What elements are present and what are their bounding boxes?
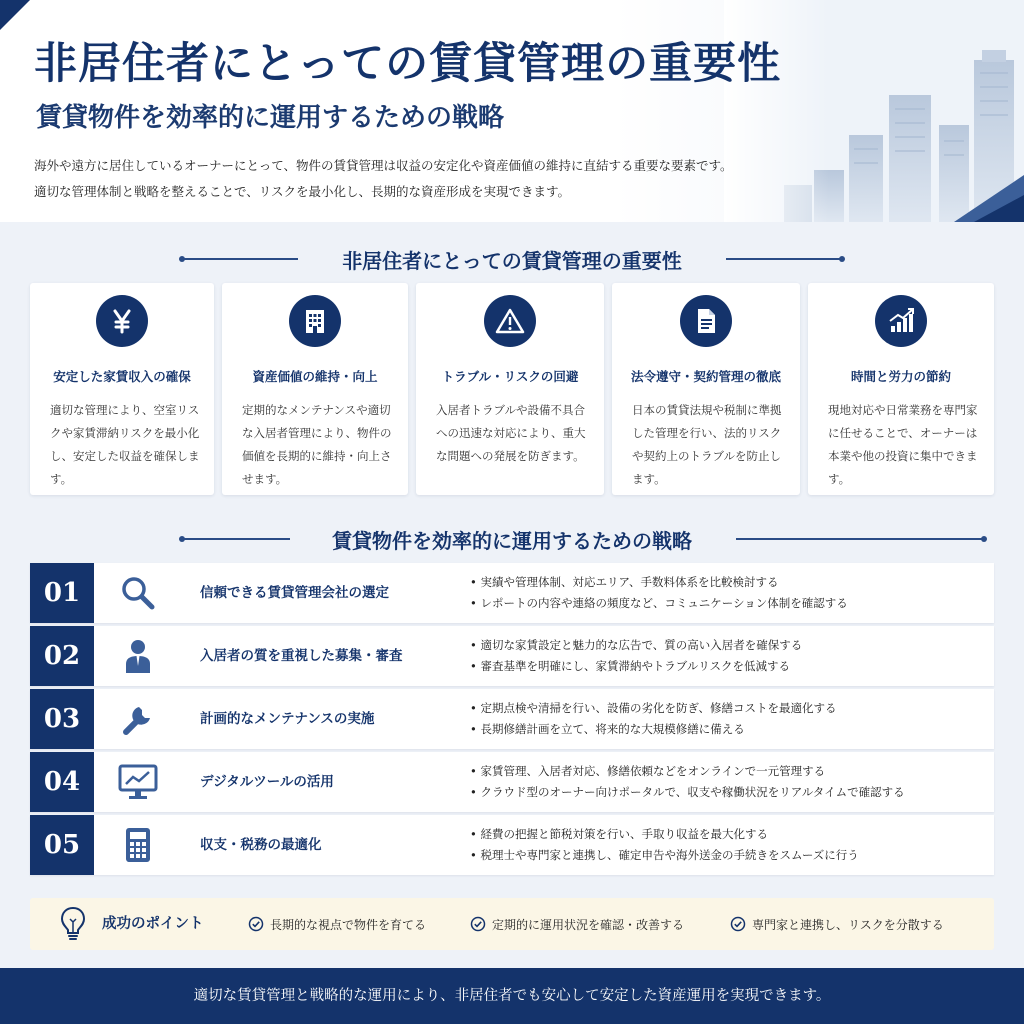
success-label: 成功のポイント: [102, 916, 204, 932]
strategy-bullets: [470, 761, 990, 803]
warning-icon: [484, 295, 536, 347]
intro-line: 適切な管理体制と戦略を整えることで、リスクを最小化し、長期的な資産形成を実現できます。: [34, 184, 571, 199]
card-text: 入居者トラブルや設備不具合への迅速な対応により、重大な問題への発展を防ぎます。: [436, 403, 586, 463]
step-number: 01: [30, 563, 94, 623]
intro-line: 海外や遠方に居住しているオーナーにとって、物件の賃貸管理は収益の安定化や資産価値の維持に直結する重要な要素です。: [34, 158, 733, 173]
strategy-title: デジタルツールの活用: [200, 774, 334, 790]
page-subtitle: 賃貸物件を効率的に運用するための戦略: [36, 103, 505, 133]
step-number: 05: [30, 815, 94, 875]
importance-card: [612, 283, 800, 495]
success-point: [730, 898, 944, 950]
success-point-text: 定期的に運用状況を確認・改善する: [492, 917, 685, 932]
check-circle-icon: [730, 916, 746, 932]
importance-card: [808, 283, 994, 495]
person-icon: [114, 636, 162, 676]
strategy-row: [30, 815, 994, 875]
check-circle-icon: [470, 916, 486, 932]
card-title: トラブル・リスクの回避: [441, 369, 579, 384]
strategy-title: 信頼できる賃貸管理会社の選定: [200, 585, 389, 601]
bullet-item: • 長期修繕計画を立て、将来的な大規模修繕に備える: [470, 719, 990, 740]
card-title: 資産価値の維持・向上: [252, 369, 378, 384]
strategy-title: 計画的なメンテナンスの実施: [200, 711, 375, 727]
bullet-item: • 税理士や専門家と連携し、確定申告や海外送金の手続きをスムーズに行う: [470, 845, 990, 866]
success-point-text: 長期的な視点で物件を育てる: [270, 917, 427, 932]
strategy-row: [30, 689, 994, 749]
card-title: 法令遵守・契約管理の徹底: [630, 369, 781, 384]
bullet-item: • 定期点検や清掃を行い、設備の劣化を防ぎ、修繕コストを最適化する: [470, 698, 990, 719]
calculator-icon: [114, 825, 162, 865]
strategy-title: 入居者の質を重視した募集・審査: [200, 648, 403, 664]
yen-icon: [96, 295, 148, 347]
step-number: 03: [30, 689, 94, 749]
success-point: [470, 898, 684, 950]
strategy-bullets: [470, 698, 990, 740]
footer-banner: 適切な賃貸管理と戦略的な運用により、非居住者でも安心して安定した資産運用を実現できます。: [0, 968, 1024, 1024]
strategy-bullets: [470, 635, 990, 677]
bullet-item: • 適切な家賃設定と魅力的な広告で、質の高い入居者を確保する: [470, 635, 990, 656]
section-heading-importance: 非居住者にとっての賃貸管理の重要性: [342, 249, 682, 273]
lightbulb-icon: [60, 906, 86, 942]
wrench-icon: [114, 699, 162, 739]
strategy-row: [30, 752, 994, 812]
success-point: [248, 898, 426, 950]
section-heading-strategy: 賃貸物件を効率的に運用するための戦略: [332, 529, 692, 553]
corner-decoration: [0, 0, 30, 30]
strategy-bullets: [470, 572, 990, 614]
bullet-item: • 家賃管理、入居者対応、修繕依頼などをオンラインで一元管理する: [470, 761, 990, 782]
card-text: 適切な管理により、空室リスクや家賃滞納リスクを最小化し、安定した収益を確保します。: [50, 403, 200, 486]
bullet-item: • レポートの内容や連絡の頻度など、コミュニケーション体制を確認する: [470, 593, 990, 614]
success-point-text: 専門家と連携し、リスクを分散する: [752, 917, 944, 932]
document-icon: [680, 295, 732, 347]
strategy-title: 収支・税務の最適化: [200, 837, 322, 853]
step-number: 02: [30, 626, 94, 686]
building-icon: [289, 295, 341, 347]
chart-growth-icon: [875, 295, 927, 347]
intro-text: [34, 153, 814, 205]
step-number: 04: [30, 752, 94, 812]
strategy-row: [30, 563, 994, 623]
card-title: 時間と労力の節約: [850, 369, 951, 384]
strategy-row: [30, 626, 994, 686]
bullet-item: • 経費の把握と節税対策を行い、手取り収益を最大化する: [470, 824, 990, 845]
page-title: 非居住者にとっての賃貸管理の重要性: [34, 39, 782, 89]
monitor-chart-icon: [114, 762, 162, 802]
strategy-bullets: [470, 824, 990, 866]
card-text: 日本の賃貸法規や税制に準拠した管理を行い、法的リスクや契約上のトラブルを防止します。: [632, 403, 782, 486]
check-circle-icon: [248, 916, 264, 932]
header: [0, 0, 1024, 222]
magnifier-icon: [114, 573, 162, 613]
importance-card: [30, 283, 214, 495]
card-title: 安定した家賃収入の確保: [53, 369, 191, 384]
bullet-item: • 審査基準を明確にし、家賃滞納やトラブルリスクを低減する: [470, 656, 990, 677]
card-text: 定期的なメンテナンスや適切な入居者管理により、物件の価値を長期的に維持・向上させます。: [242, 403, 392, 486]
success-points-box: [30, 898, 994, 950]
bullet-item: • 実績や管理体制、対応エリア、手数料体系を比較検討する: [470, 572, 990, 593]
bullet-item: • クラウド型のオーナー向けポータルで、収支や稼働状況をリアルタイムで確認する: [470, 782, 990, 803]
card-text: 現地対応や日常業務を専門家に任せることで、オーナーは本業や他の投資に集中できます。: [828, 403, 978, 486]
importance-card: [416, 283, 604, 495]
importance-card: [222, 283, 408, 495]
